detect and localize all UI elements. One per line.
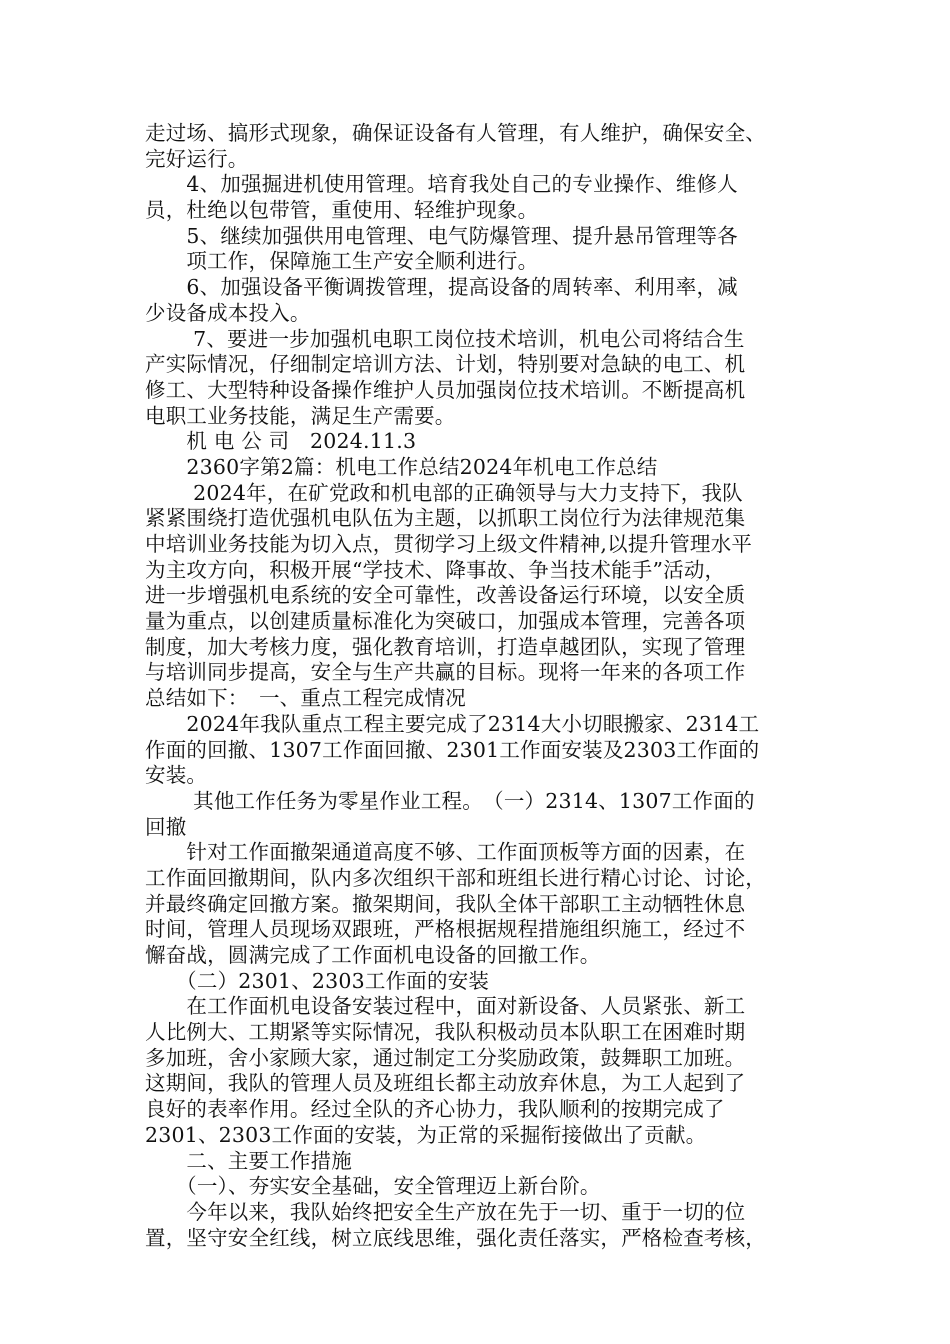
text-line: 安装。 xyxy=(145,763,208,788)
subsection-title: （二）2301、2303工作面的安装 xyxy=(145,968,490,993)
text-line: 员，杜绝以包带管，重使用、轻维护现象。 xyxy=(145,198,539,223)
text-line: 修工、大型特种设备操作维护人员加强岗位技术培训。不断提高机 xyxy=(145,377,746,402)
text-line: 少设备成本投入。 xyxy=(145,300,311,325)
text-line: 走过场、搞形式现象，确保证设备有人管理，有人维护，确保安全、 xyxy=(145,121,766,145)
section-title: 二、主要工作措施 xyxy=(145,1148,352,1173)
text-line: 5、继续加强供用电管理、电气防爆管理、提升悬吊管理等各 xyxy=(145,223,738,248)
section-title: 2360字第2篇：机电工作总结2024年机电工作总结 xyxy=(145,454,658,479)
text-line: 为主攻方向，积极开展“学技术、降事故、争当技术能手”活动， xyxy=(145,557,726,582)
text-line: 产实际情况，仔细制定培训方法、计划，特别要对急缺的电工、机 xyxy=(145,352,746,377)
text-line: 针对工作面撤架通道高度不够、工作面顶板等方面的因素，在 xyxy=(145,840,746,865)
text-line: 与培训同步提高，安全与生产共赢的目标。现将一年来的各项工作 xyxy=(145,660,746,685)
text-line: 总结如下： 一、重点工程完成情况 xyxy=(145,686,466,711)
text-line: 4、加强掘进机使用管理。培育我处自己的专业操作、维修人 xyxy=(145,172,738,197)
text-line: 量为重点，以创建质量标准化为突破口，加强成本管理，完善各项 xyxy=(145,609,746,634)
text-line: 人比例大、工期紧等实际情况，我队积极动员本队职工在困难时期 xyxy=(145,1020,746,1045)
text-line: 并最终确定回撤方案。撤架期间，我队全体干部职工主动牺牲休息 xyxy=(145,891,746,916)
document-body xyxy=(145,121,815,1251)
text-line: 其他工作任务为零星作业工程。 （一）2314、1307工作面的 xyxy=(145,788,755,813)
text-line: 紧紧围绕打造优强机电队伍为主题，以抓职工岗位行为法律规范集 xyxy=(145,506,746,531)
text-line: 良好的表率作用。经过全队的齐心协力，我队顺利的按期完成了 xyxy=(145,1097,725,1122)
text-line: 在工作面机电设备安装过程中，面对新设备、人员紧张、新工 xyxy=(145,994,746,1019)
text-line: 这期间，我队的管理人员及班组长都主动放弃休息，为工人起到了 xyxy=(145,1071,746,1096)
signature-line: 机 电 公 司 2024.11.3 xyxy=(145,429,417,454)
text-line: 7、要进一步加强机电职工岗位技术培训，机电公司将结合生 xyxy=(145,326,745,351)
text-line: 电职工业务技能，满足生产需要。 xyxy=(145,403,456,428)
text-line: 多加班，舍小家顾大家，通过制定工分奖励政策，鼓舞职工加班。 xyxy=(145,1045,746,1070)
text-line: 2024年，在矿党政和机电部的正确领导与大力支持下，我队 xyxy=(145,480,743,505)
text-line: 时间，管理人员现场双跟班，严格根据规程措施组织施工，经过不 xyxy=(145,917,746,942)
text-line: 懈奋战，圆满完成了工作面机电设备的回撤工作。 xyxy=(145,943,601,967)
text-line: 项工作，保障施工生产安全顺利进行。 xyxy=(145,249,539,274)
text-line: 中培训业务技能为切入点，贯彻学习上级文件精神,以提升管理水平 xyxy=(145,532,753,556)
text-line: 6、加强设备平衡调拨管理，提高设备的周转率、利用率，减 xyxy=(145,275,738,300)
subsection-title: （一）、夯实安全基础，安全管理迈上新台阶。 xyxy=(145,1174,601,1199)
text-line: 进一步增强机电系统的安全可靠性，改善设备运行环境，以安全质 xyxy=(145,583,746,608)
text-line: 置，坚守安全红线，树立底线思维，强化责任落实，严格检查考核， xyxy=(145,1225,766,1250)
text-line: 2301、2303工作面的安装，为正常的采掘衔接做出了贡献。 xyxy=(145,1122,707,1147)
text-line: 2024年我队重点工程主要完成了2314大小切眼搬家、2314工 xyxy=(145,711,760,736)
text-line: 今年以来，我队始终把安全生产放在先于一切、重于一切的位 xyxy=(145,1199,746,1224)
text-line: 回撤 xyxy=(145,814,187,839)
text-line: 工作面回撤期间，队内多次组织干部和班组长进行精心讨论、讨论， xyxy=(145,865,766,890)
text-line: 完好运行。 xyxy=(145,146,249,171)
text-line: 作面的回撤、1307工作面回撤、2301工作面安装及2303工作面的 xyxy=(145,737,760,762)
text-line: 制度，加大考核力度，强化教育培训，打造卓越团队，实现了管理 xyxy=(145,634,746,659)
